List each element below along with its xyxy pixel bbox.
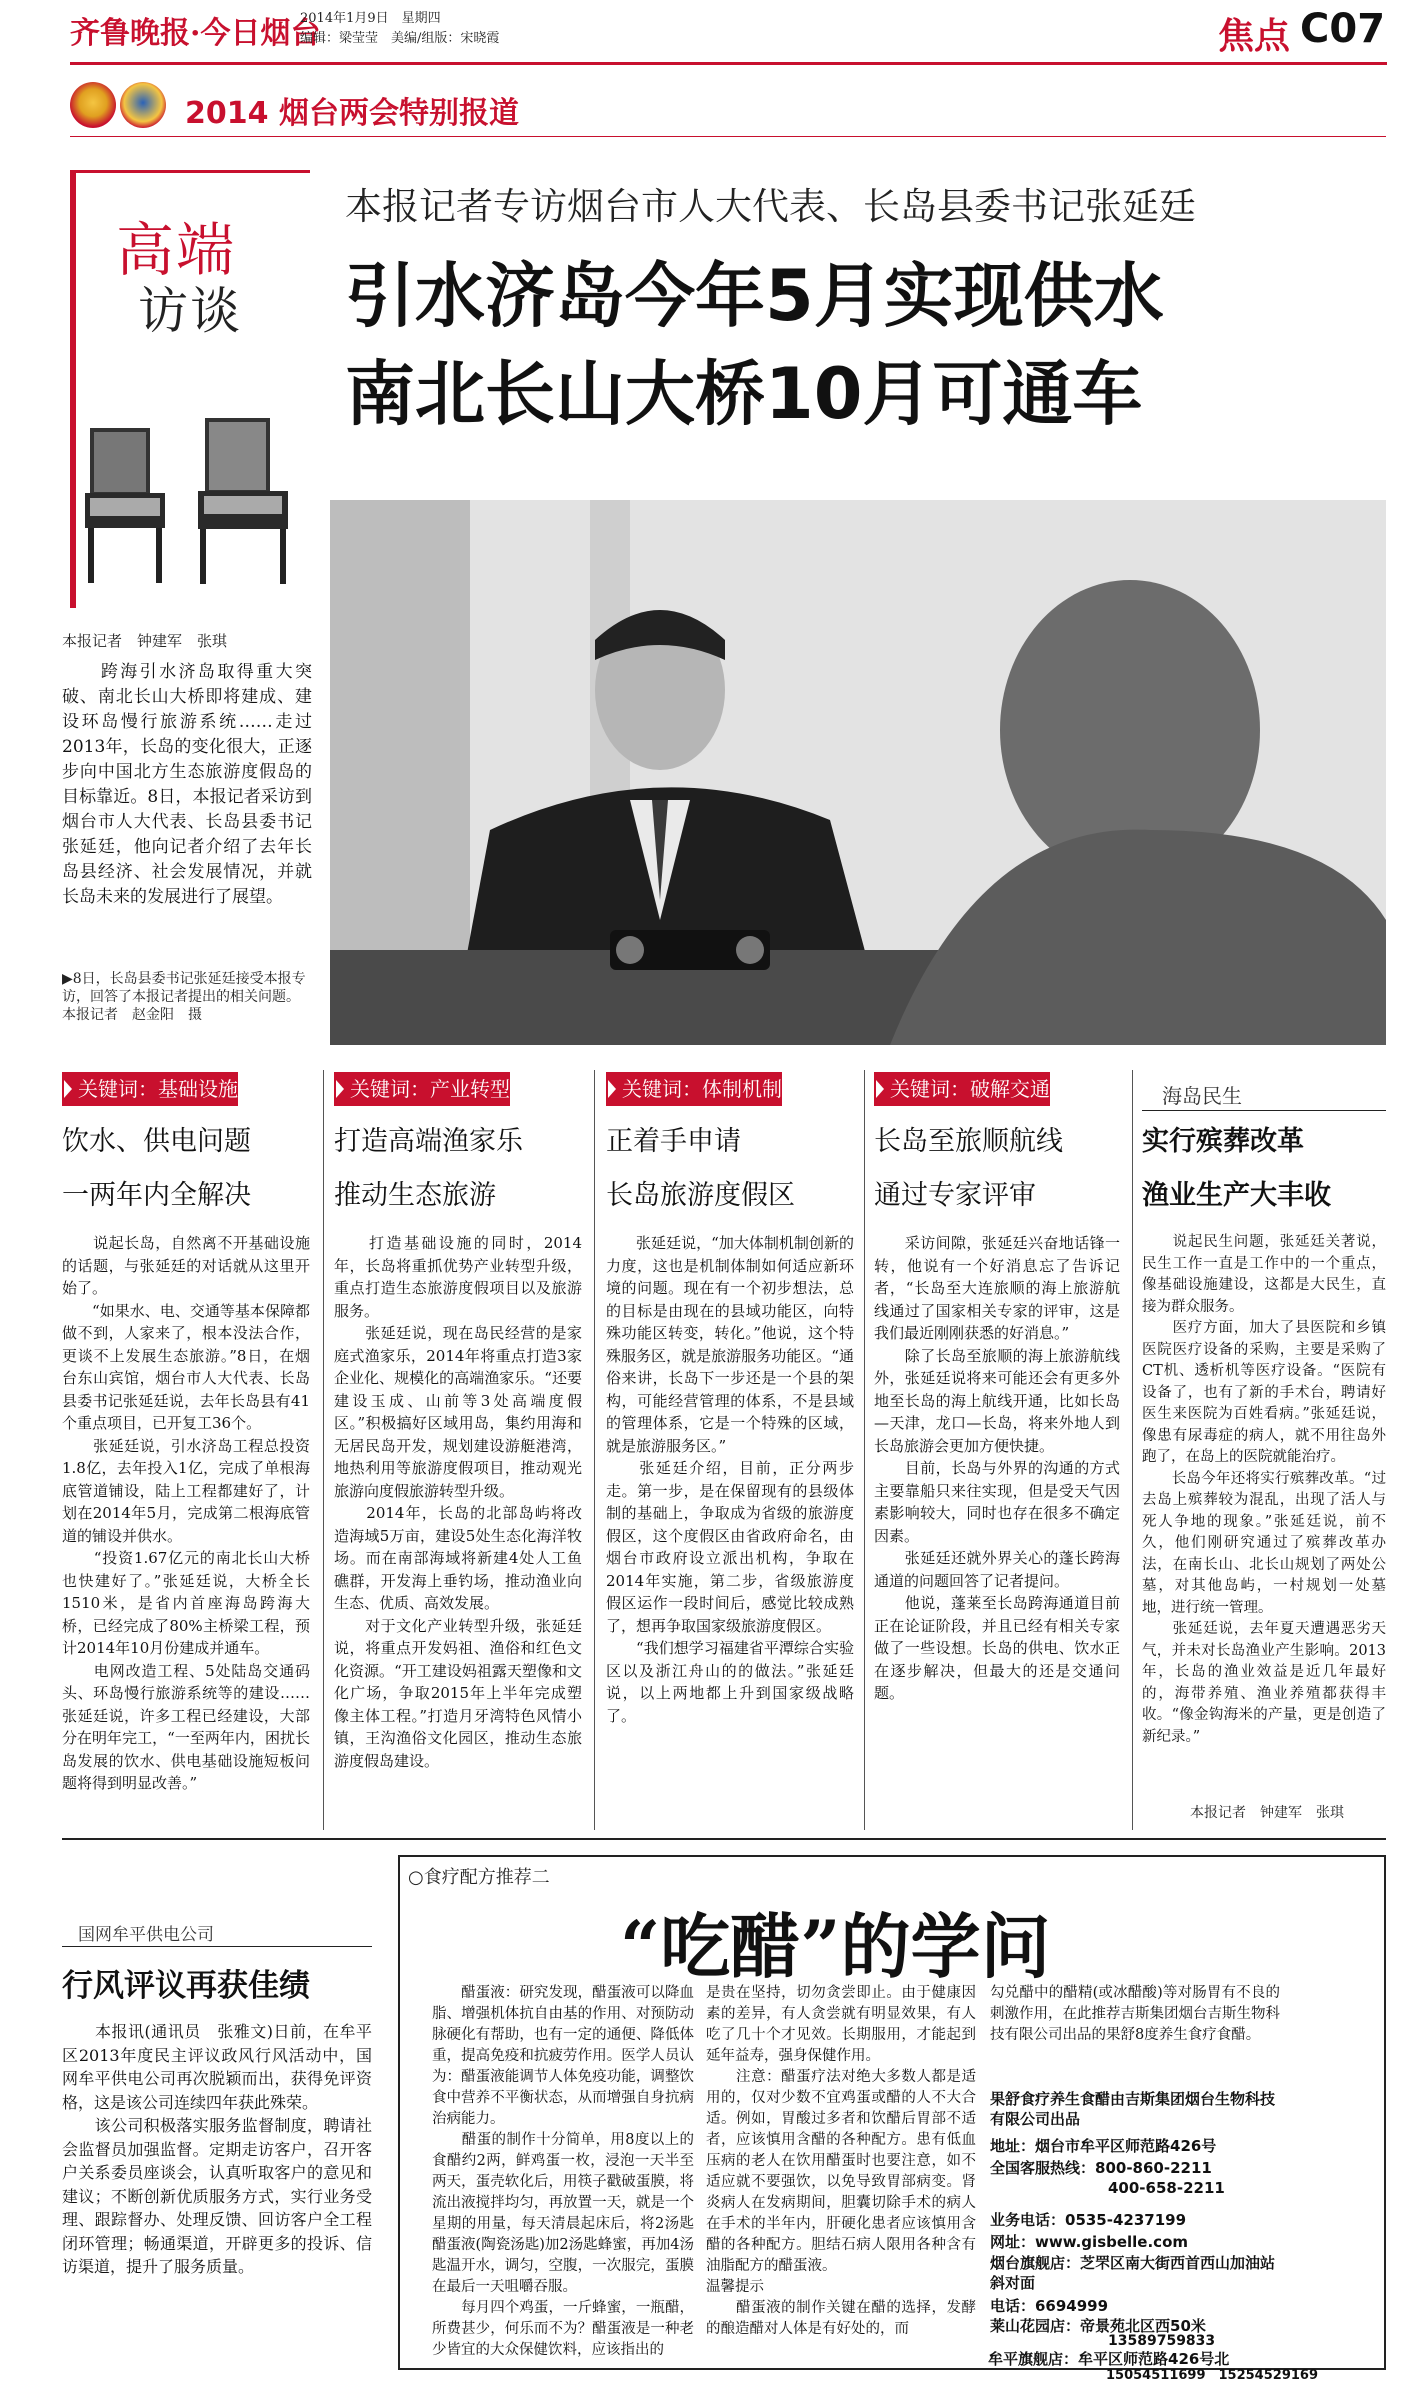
date-line: 2014年1月9日 星期四 — [300, 11, 441, 26]
section-name: 焦点 — [1218, 15, 1291, 57]
brief-tag — [62, 1920, 372, 1947]
column-5-byline: 本报记者 钟建军 张琪 — [1190, 1805, 1344, 1821]
column-name-bottom: 访谈 — [138, 282, 242, 340]
column-3-heading-1: 正着手申请 — [606, 1126, 741, 1157]
ad-box — [398, 1855, 1386, 2370]
keyword-tag-3: 关键词：体制机制 — [606, 1072, 782, 1106]
column-2-heading-2: 推动生态旅游 — [334, 1180, 496, 1211]
column-2-heading-1: 打造高端渔家乐 — [334, 1126, 523, 1157]
interview-photo — [330, 500, 1386, 1045]
headline-line-1: 引水济岛今年5月实现供水 — [345, 255, 1164, 337]
emblem-icon — [120, 82, 166, 128]
ad-hotline-1: 800-860-2211 — [1095, 2159, 1212, 2177]
masthead-rule — [70, 62, 1387, 65]
ad-store-3-phone: 15054511699 15254529169 — [1106, 2368, 1318, 2383]
column-4-heading-2: 通过专家评审 — [874, 1180, 1036, 1211]
column-3-heading-2: 长岛旅游度假区 — [606, 1180, 795, 1211]
keyword-tag-1: 关键词：基础设施 — [62, 1072, 238, 1106]
column-4-heading-1: 长岛至旅顺航线 — [874, 1126, 1063, 1157]
staff-line: 编辑：梁莹莹 美编/组版：宋晓霞 — [300, 31, 500, 46]
keyword-tag-5-label: 海岛民生 — [1162, 1084, 1242, 1108]
ad-tag-label: 食疗配方推荐二 — [423, 1867, 550, 1888]
ad-address: 地址：烟台市牟平区师范路426号 — [990, 2137, 1217, 2155]
ad-column-2: 是贵在坚持，切勿贪尝即止。由于健康因素的差异，有人贪尝就有明显效果，有人吃了几十个才见效。长期服用，才能起到延年益寿，强身保健作用。 注意：醋蛋疗法对绝大多数人都是适用的，仅对少数不宜鸡蛋或醋的人不大合适。例如，胃酸过多者和饮醋后胃部不适者，应该慎用含醋的各种配方。患有低血压病的老人在饮用醋蛋时也要注意，如不适应就不要强饮，以免导致胃部病变。肾炎病人在发病期间，胆囊切除手术的病人在手术的半年内，肝硬化患者应该慎用含醋的各种配方。胆结石病人限用各种含有油脂配方的醋蛋液。 温馨提示 醋蛋液的制作关键在醋的选择，发酵的酿造醋对人体是有好处的，而 — [706, 1985, 976, 2337]
column-3-body: 张延廷说，“加大体制机制创新的力度，这也是机制体制如何适应新环境的问题。现在有一个初步想法，总的目标是由现在的县域功能区，向特殊功能区转变，转化。”他说，这个特殊服务区，就是旅游服务功能区。“通俗来讲，长岛下一步还是一个县的架构，可能经营管理的体系，不是县域的管理体系，它是一个特殊的区域，就是旅游服务区。” 张延廷介绍，目前，正分两步走。第一步，是在保留现有的县级体制的基础上，争取成为省级的旅游度假区，这个度假区由省政府命名，由烟台市政府设立派出机构，争取在2014年实施，第二步，省级旅游度假区运作一段时间后，感觉比较成熟了，想再争取国家级旅游度假区。 “我们想学习福建省平潭综合实验区以及浙江舟山的的做法。”张延廷说，以上两地都上升到国家级战略了。 — [606, 1234, 854, 1725]
column-divider — [864, 1070, 865, 1830]
column-4-body: 采访间隙，张延廷兴奋地话锋一转，他说有一个好消息忘了告诉记者，“长岛至大连旅顺的海上旅游航线通过了国家相关专家的评审，这是我们最近刚刚获悉的好消息。” 除了长岛至旅顺的海上旅游航线外，张延廷说将来可能还会有更多外地至长岛的海上航线开通，比如长岛—天津，龙口—长岛，将来外地人到长岛旅游会更加方便快捷。 目前，长岛与外界的沟通的方式主要靠船只来往实现，但是受天气因素影响较大，同时也存在很多不确定因素。 张延廷还就外界关心的蓬长跨海通道的问题回答了记者提问。 他说，蓬莱至长岛跨海通道目前正在论证阶段，并且已经有相关专家做了一些设想。长岛的供电、饮水正在逐步解决，但最大的还是交通问题。 — [874, 1234, 1120, 1702]
ad-biz-phone: 业务电话：0535-4237199 — [990, 2211, 1187, 2229]
ad-store-1-phone: 电话：6694999 — [990, 2297, 1109, 2315]
chairs-illustration — [80, 398, 310, 598]
ad-store-2: 莱山花园店：帝景苑北区西50米 — [990, 2317, 1206, 2335]
photo-caption: ▶8日，长岛县委书记张延廷接受本报专访，回答了本报记者提出的相关问题。 本报记者 赵金阳 摄 — [62, 971, 307, 1023]
brief-title: 行风评议再获佳绩 — [62, 1968, 310, 2004]
ad-company: 果舒食疗养生食醋由吉斯集团烟台生物科技有限公司出品 — [990, 2090, 1276, 2128]
brief-body: 本报讯(通讯员 张雅文)日前，在牟平区2013年度民主评议政风行风活动中，国网牟平供电公司再次脱颖而出，获得免评资格，这是该公司连续四年获此殊荣。 该公司积极落实服务监督制度，聘请社会监督员加强监督。定期走访客户，召开客户关系委员座谈会，认真听取客户的意见和建议；不断创新优质服务方式，实行业务受理、跟踪督办、处理反馈、回访客户全工程闭环管理；畅通渠道，开辟更多的投诉、信访渠道，提升了服务质量。 — [62, 2022, 372, 2276]
ad-hotline — [990, 2157, 1212, 2178]
keyword-tag-2: 关键词：产业转型 — [334, 1072, 510, 1106]
ad-store-1: 烟台旗舰店：芝罘区南大街西首西山加油站斜对面 — [990, 2254, 1276, 2292]
ad-title: “吃醋”的学问 — [620, 1905, 1051, 1988]
masthead — [0, 0, 1417, 70]
column-divider — [594, 1070, 595, 1830]
lead-byline: 本报记者 钟建军 张琪 — [62, 632, 228, 650]
circle-icon: ○ — [408, 1867, 424, 1888]
article-subtitle: 本报记者专访烟台市人大代表、长岛县委书记张延廷 — [345, 185, 1196, 228]
column-divider — [1132, 1070, 1133, 1830]
special-report-title: 2014 烟台两会特别报道 — [185, 96, 519, 131]
ad-website: 网址：www.gisbelle.com — [990, 2233, 1189, 2251]
column-1-heading-1: 饮水、供电问题 — [62, 1126, 251, 1157]
ad-column-3: 勾兑醋中的醋精(或冰醋酸)等对肠胃有不良的刺激作用，在此推荐吉斯集团烟台吉斯生物科技有限公司出品的果舒8度养生食疗食醋。 — [990, 1985, 1280, 2043]
ad-store-3: 牟平旗舰店：牟平区师范路426号北 — [988, 2350, 1230, 2368]
emblem-icon — [70, 82, 116, 128]
column-name-top: 高端 — [116, 216, 237, 284]
photo-scene — [330, 500, 1386, 1045]
ad-hotline-2: 400-658-2211 — [1108, 2179, 1225, 2197]
ad-store-2-phone: 13589759833 — [1108, 2333, 1216, 2349]
column-5-heading-2: 渔业生产大丰收 — [1142, 1180, 1331, 1211]
column-1-body: 说起长岛，自然离不开基础设施的话题，与张延廷的对话就从这里开始了。 “如果水、电、交通等基本保障都做不到，人家来了，根本没法合作，更谈不上发展生态旅游。”8日，在烟台东山宾馆，烟台市人大代表、长岛县委书记张延廷说，去年长岛县有41个重点项目，已开复工36个。 张延廷说，引水济岛工程总投资1.8亿，去年投入1亿，完成了单根海底管道铺设，陆上工程都建好了，计划在2014年5月，完成第二根海底管道的铺设并供水。 “投资1.67亿元的南北长山大桥也快建好了。”张延廷说，大桥全长1510米，是省内首座海岛跨海大桥，已经完成了80%主桥梁工程，预计2014年10月份建成并通车。 电网改造工程、5处陆岛交通码头、环岛慢行旅游系统等的建设……张延廷说，许多工程已经建设，大部分在明年完工，“一至两年内，困扰长岛发展的饮水、供电基础设施短板问题将得到明显改善。” — [62, 1234, 310, 1792]
column-1-heading-2: 一两年内全解决 — [62, 1180, 251, 1211]
newspaper-logo: 齐鲁晚报·今日烟台 — [70, 16, 321, 51]
ad-hotline-label: 全国客服热线： — [990, 2159, 1096, 2177]
brief-tag-label: 国网牟平供电公司 — [78, 1925, 214, 1945]
ad-column-1: 醋蛋液：研究发现，醋蛋液可以降血脂、增强机体抗自由基的作用、对预防动脉硬化有帮助，也有一定的通便、降低体重，提高免疫和抗疲劳作用。医学人员认为：醋蛋液能调节人体免疫功能，调整饮食中营养不平衡状态，从而增强自身抗病治病能力。 醋蛋的制作十分简单，用8度以上的食醋约2两，鲜鸡蛋一枚，浸泡一天半至两天，蛋壳软化后，用筷子戳破蛋膜，将流出液搅拌均匀，再放置一天，就是一个星期的用量，每天清晨起床后，将2汤匙醋蛋液(陶瓷汤匙)加2汤匙蜂蜜，再加4汤匙温开水，调匀，空腹，一次服完，蛋膜在最后一天咀嚼吞服。 每月四个鸡蛋，一斤蜂蜜，一瓶醋，所费甚少，何乐而不为？醋蛋液是一种老少皆宜的大众保健饮料，应该指出的 — [432, 1985, 694, 2358]
special-rule — [70, 136, 1386, 137]
ad-tag — [408, 1863, 550, 1889]
column-2-body: 打造基础设施的同时，2014年，长岛将重抓优势产业转型升级，重点打造生态旅游度假项目以及旅游服务。 张延廷说，现在岛民经营的是家庭式渔家乐，2014年将重点打造3家企业化、规模化的高端渔家乐。“还要建设玉成、山前等3处高端度假区。”积极搞好区域用岛，集约用海和无居民岛开发，规划建设游艇港湾，地热利用等旅游度假项目，推动观光旅游向度假旅游转型升级。 2014年，长岛的北部岛屿将改造海域5万亩，建设5处生态化海洋牧场。而在南部海域将新建4处人工鱼礁群，开发海上垂钓场，推动渔业向生态、优质、高效发展。 对于文化产业转型升级，张延廷说，将重点开发妈祖、渔俗和红色文化资源。“开工建设妈祖露天塑像和文化广场，争取2015年上半年完成塑像主体工程。”打造月牙湾特色风情小镇，王沟渔俗文化园区，推动生态旅游度假岛建设。 — [334, 1234, 582, 1770]
column-5-heading-1: 实行殡葬改革 — [1142, 1126, 1304, 1157]
column-divider — [323, 1070, 324, 1830]
keyword-tag-4: 关键词：破解交通 — [874, 1072, 1050, 1106]
lead-paragraph: 跨海引水济岛取得重大突破、南北长山大桥即将建成、建设环岛慢行旅游系统……走过2013年，长岛的变化很大，正逐步向中国北方生态旅游度假岛的目标靠近。8日，本报记者采访到烟台市人大代表、长岛县委书记张延廷，他向记者介绍了去年长岛县经济、社会发展情况，并就长岛未来的发展进行了展望。 — [62, 662, 312, 907]
column-badge — [70, 170, 310, 608]
headline-line-2: 南北长山大桥10月可通车 — [345, 353, 1143, 435]
page-number: C07 — [1300, 6, 1386, 52]
keyword-tag-5 — [1142, 1080, 1386, 1111]
section-rule — [62, 1838, 1386, 1840]
column-5-body: 说起民生问题，张延廷关著说，民生工作一直是工作中的一个重点，像基础设施建设，这都是大民生，直接为群众服务。 医疗方面，加大了县医院和乡镇医院医疗设备的采购，主要是采购了CT机、透析机等医疗设备。“医院有设备了，也有了新的手术台，聘请好医生来医院为百姓看病。”张延廷说，像患有尿毒症的病人，就不用往岛外跑了，在岛上的医院就能治疗。 长岛今年还将实行殡葬改革。“过去岛上殡葬较为混乱，出现了活人与死人争地的现象。”张延廷说，前不久，他们刚研究通过了殡葬改革办法，在南长山、北长山规划了两处公墓，对其他岛屿，一村规划一处墓地，进行统一管理。 张延廷说，去年夏天遭遇恶劣天气，并未对长岛渔业产生影响。2013年，长岛的渔业效益是近几年最好的，海带养殖、渔业养殖都获得丰收。“像金钩海米的产量，更是创造了新纪录。” — [1142, 1234, 1386, 1745]
